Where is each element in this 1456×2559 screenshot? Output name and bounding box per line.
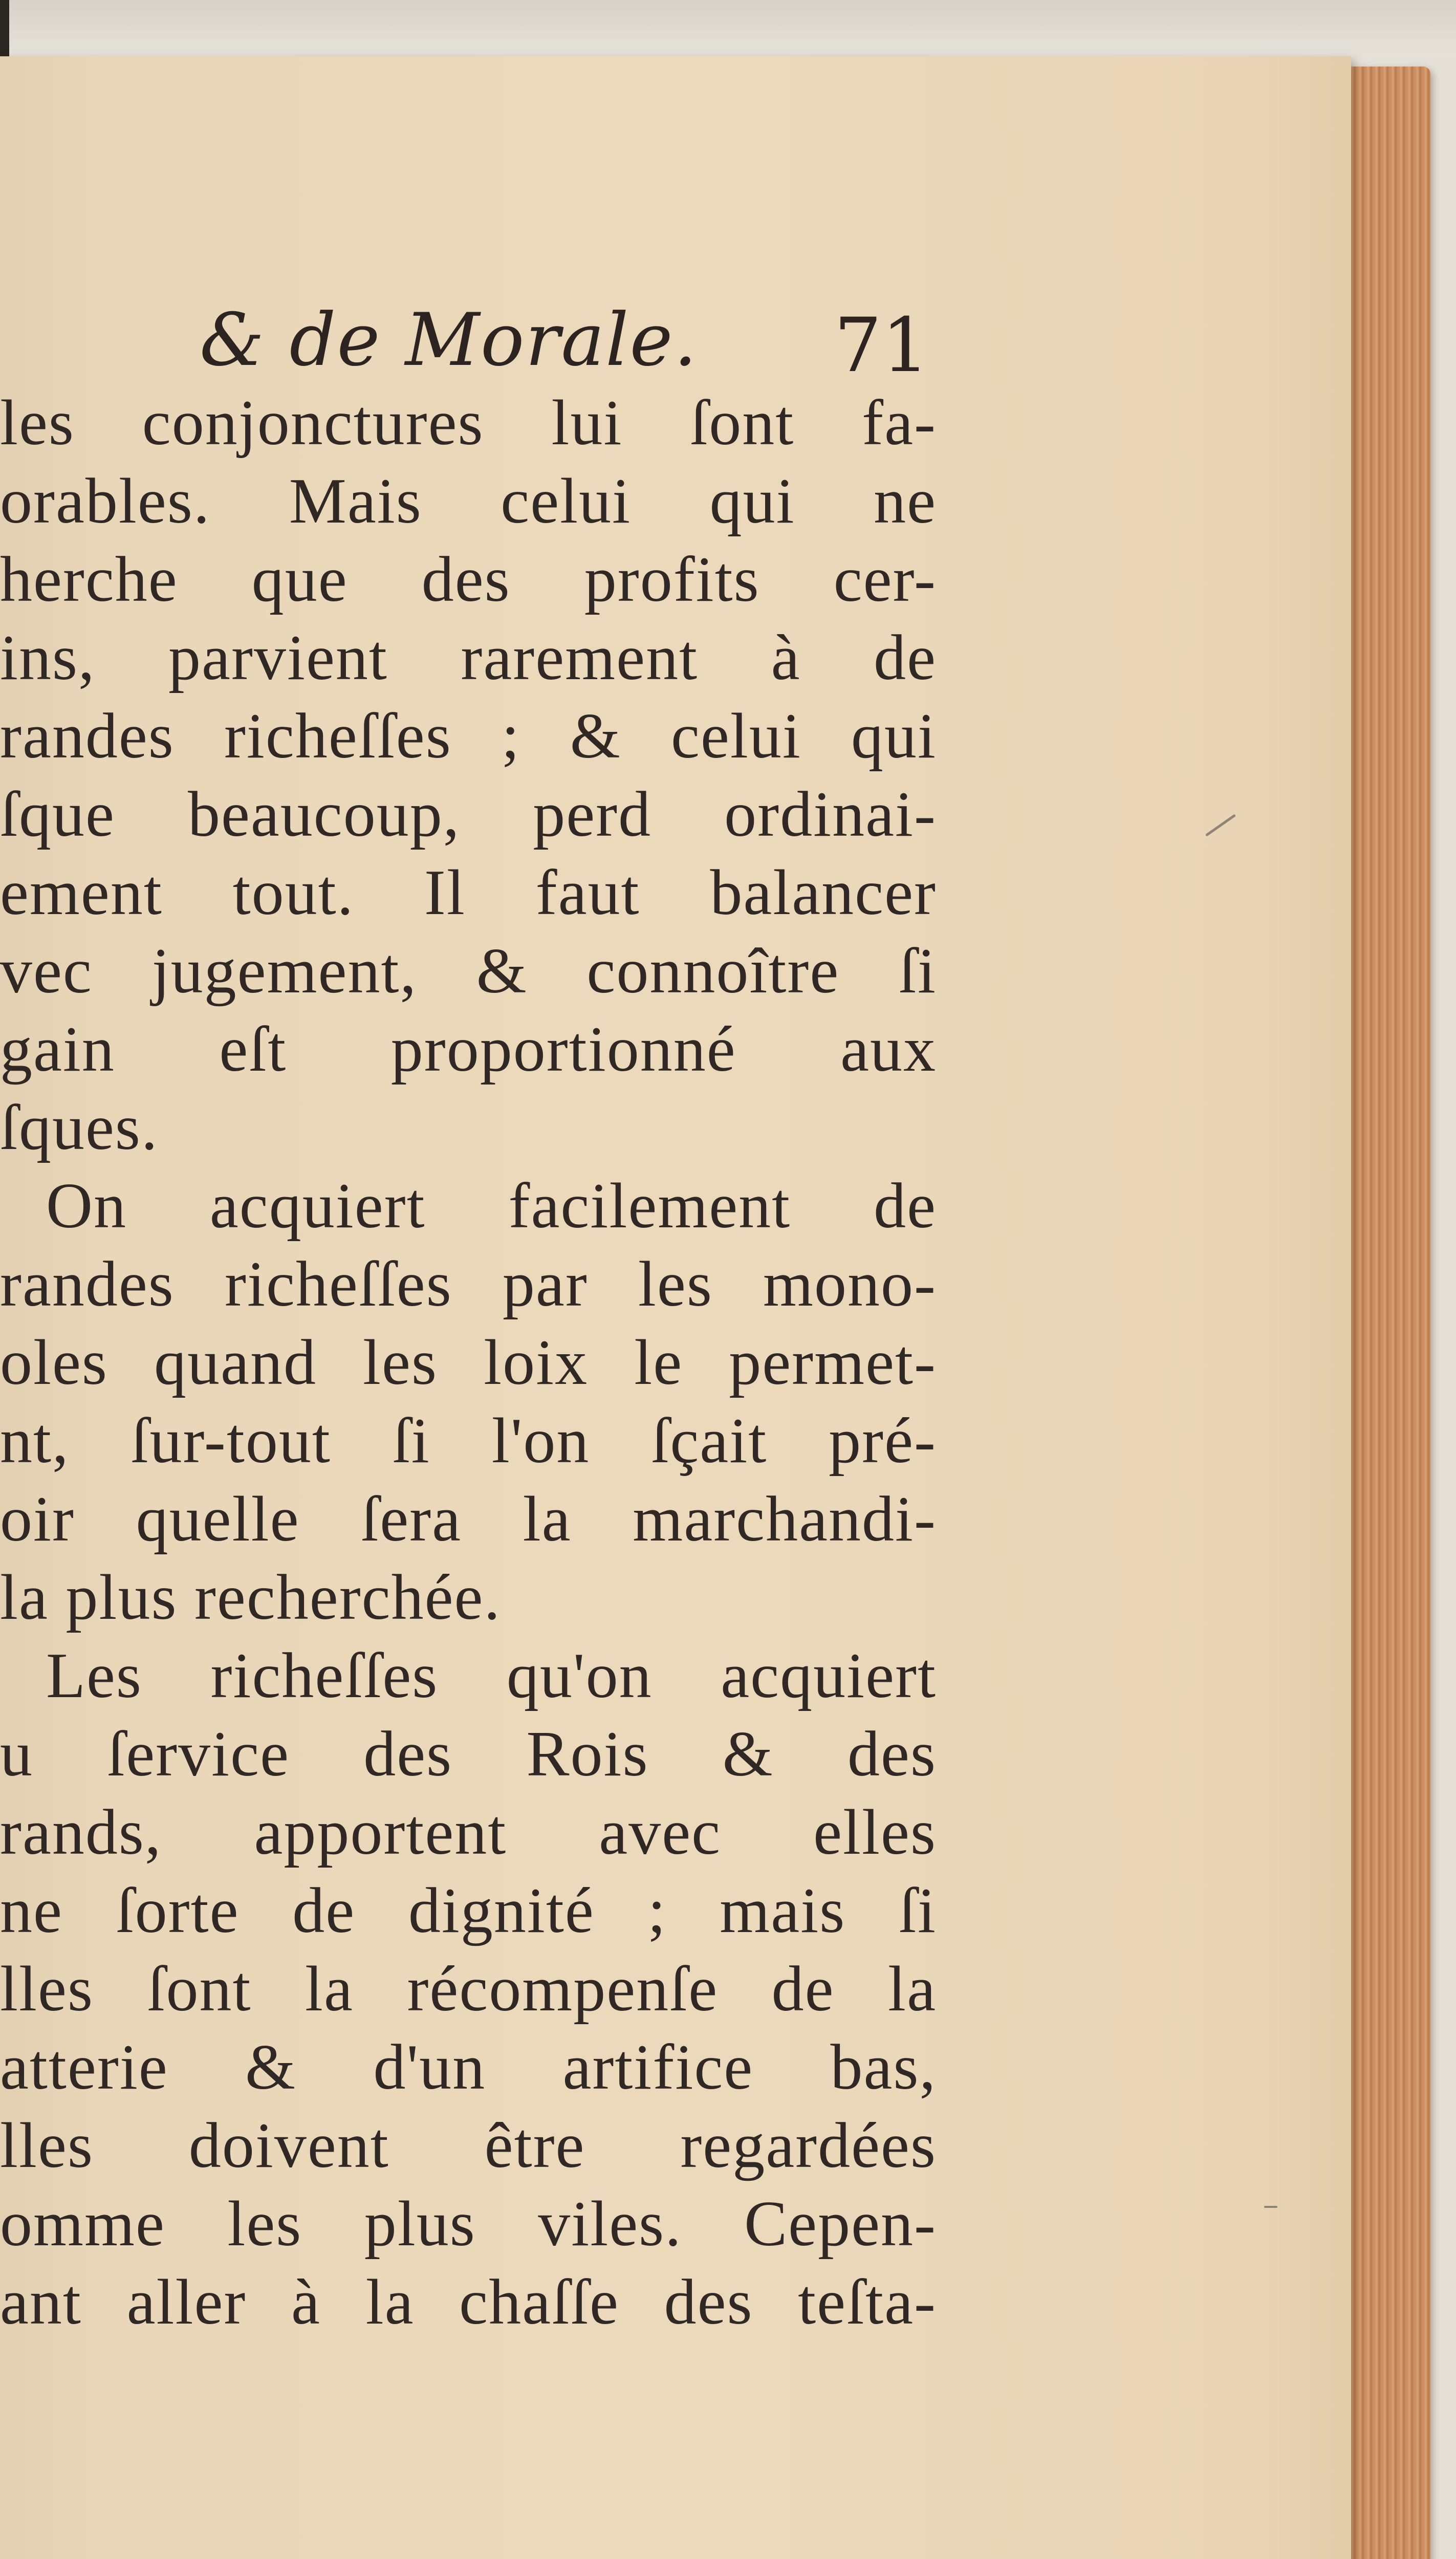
text-line: lles doivent être regardées	[0, 2110, 937, 2181]
pencil-mark	[1264, 2206, 1277, 2208]
text-line: les conjonctures lui ſont fa-	[0, 387, 937, 459]
text-line: ne ſorte de dignité ; mais ſi	[0, 1875, 937, 1946]
pencil-mark	[1205, 814, 1236, 836]
text-line: lles ſont la récompenſe de la	[0, 1954, 937, 2025]
paragraph-start-line: Les richeſſes qu'on acquiert	[46, 1640, 937, 1711]
page-fore-edge	[1341, 67, 1430, 2559]
text-line: oles quand les loix le permet-	[0, 1327, 937, 1398]
text-line: gain eſt proportionné aux	[0, 1014, 937, 1085]
text-line: ant aller à la chaſſe des teſta-	[0, 2267, 937, 2338]
text-line: ement tout. Il faut balancer	[0, 857, 937, 928]
text-line: rands, apportent avec elles	[0, 1797, 937, 1868]
book-page	[0, 56, 1351, 2559]
text-line: ſque beaucoup, perd ordinai-	[0, 779, 937, 850]
text-line: vec jugement, & connoître ſi	[0, 936, 937, 1007]
body-text	[0, 384, 937, 2431]
running-title: & de Morale.	[200, 298, 698, 382]
text-line: ſques.	[0, 1092, 159, 1163]
text-line: atterie & d'un artifice bas,	[0, 2032, 937, 2103]
paragraph-start-line: On acquiert facilement de	[46, 1170, 937, 1242]
text-line: herche que des profits cer-	[0, 544, 937, 615]
text-line: ins, parvient rarement à de	[0, 622, 937, 693]
text-line: nt, ſur-tout ſi l'on ſçait pré-	[0, 1405, 937, 1477]
text-line: randes richeſſes par les mono-	[0, 1249, 937, 1320]
text-line: orables. Mais celui qui ne	[0, 466, 937, 537]
scanner-top-shadow	[0, 0, 1456, 56]
text-line: u ſervice des Rois & des	[0, 1719, 937, 1790]
text-line: randes richeſſes ; & celui qui	[0, 701, 937, 772]
text-line: oir quelle ſera la marchandi-	[0, 1484, 937, 1555]
page-number: 71	[834, 302, 929, 389]
text-line: omme les plus viles. Cepen-	[0, 2188, 937, 2260]
text-line: la plus recherchée.	[0, 1562, 501, 1633]
